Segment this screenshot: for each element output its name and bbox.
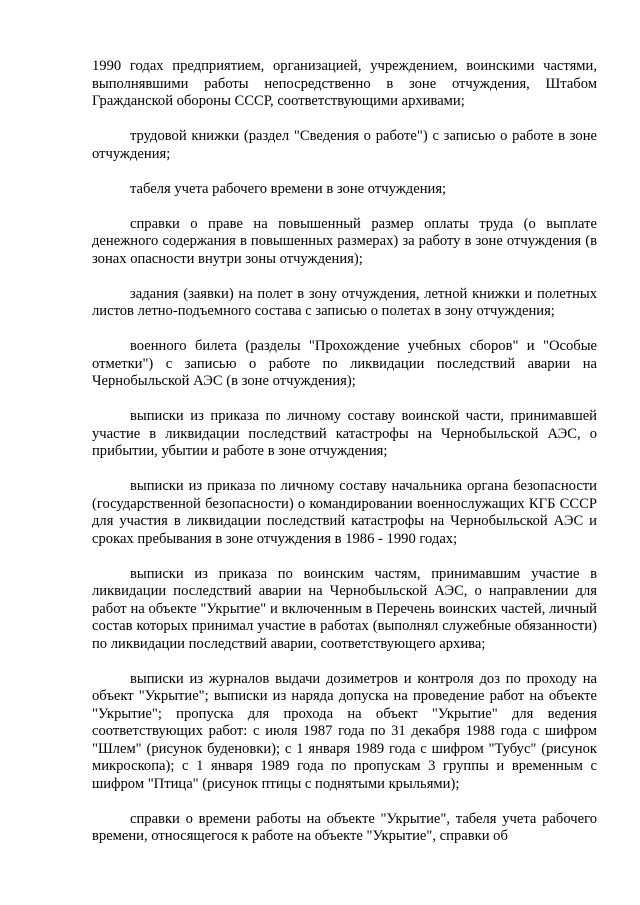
paragraph: 1990 годах предприятием, организацией, учреждением, воинскими частями, выполнявшими работы непосредственно в зоне отчуждения, Штабом Гражданской обороны СССР, соответствующими архивами; [92, 58, 597, 109]
paragraph: трудовой книжки (раздел "Сведения о работе") с записью о работе в зоне отчуждения; [92, 128, 597, 162]
paragraph: задания (заявки) на полет в зону отчуждения, летной книжки и полетных листов летно-подъемного состава с записью о полетах в зону отчуждения; [92, 285, 597, 319]
paragraph: выписки из приказа по воинским частям, принимавшим участие в ликвидации последствий аварии на Чернобыльской АЭС, о направлении для работ на объекте "Укрытие" и включенным в Перечень воинских частей, личный состав которых принимал участие в работах (выполнял служебные обязанности) по ликвидации последствий аварии, соответствующего архива; [92, 565, 597, 652]
paragraph: справки о времени работы на объекте "Укрытие", табеля учета рабочего времени, относящегося к работе на объекте "Укрытие", справки об [92, 810, 597, 844]
paragraph: выписки из приказа по личному составу воинской части, принимавшей участие в ликвидации последствий катастрофы на Чернобыльской АЭС, о прибытии, убытии и работе в зоне отчуждения; [92, 408, 597, 459]
paragraph: военного билета (разделы "Прохождение учебных сборов" и "Особые отметки") с записью о работе по ликвидации последствий аварии на Чернобыльской АЭС (в зоне отчуждения); [92, 338, 597, 389]
paragraph: выписки из журналов выдачи дозиметров и контроля доз по проходу на объект "Укрытие"; выписки из наряда допуска на проведение работ на объекте "Укрытие"; пропуска для прохода на объект "Укрытие" для ведения соответствующих работ: с июля 1987 года по 31 декабря 1988 года с шифром "Шлем" (рисунок буденовки); с 1 января 1989 года с шифром "Тубус" (рисунок микроскопа); с 1 января 1989 года по пропускам 3 группы и временным с шифром "Птица" (рисунок птицы с поднятыми крыльями); [92, 670, 597, 792]
paragraph: выписки из приказа по личному составу начальника органа безопасности (государственной безопасности) о командировании военнослужащих КГБ СССР для участия в ликвидации последствий катастрофы на Чернобыльской АЭС и сроках пребывания в зоне отчуждения в 1986 - 1990 годах; [92, 478, 597, 547]
document-body [92, 58, 597, 863]
paragraph: справки о праве на повышенный размер оплаты труда (о выплате денежного содержания в повышенных размерах) за работу в зоне отчуждения (в зонах опасности внутри зоны отчуждения); [92, 215, 597, 267]
paragraph: табеля учета рабочего времени в зоне отчуждения; [130, 180, 447, 197]
